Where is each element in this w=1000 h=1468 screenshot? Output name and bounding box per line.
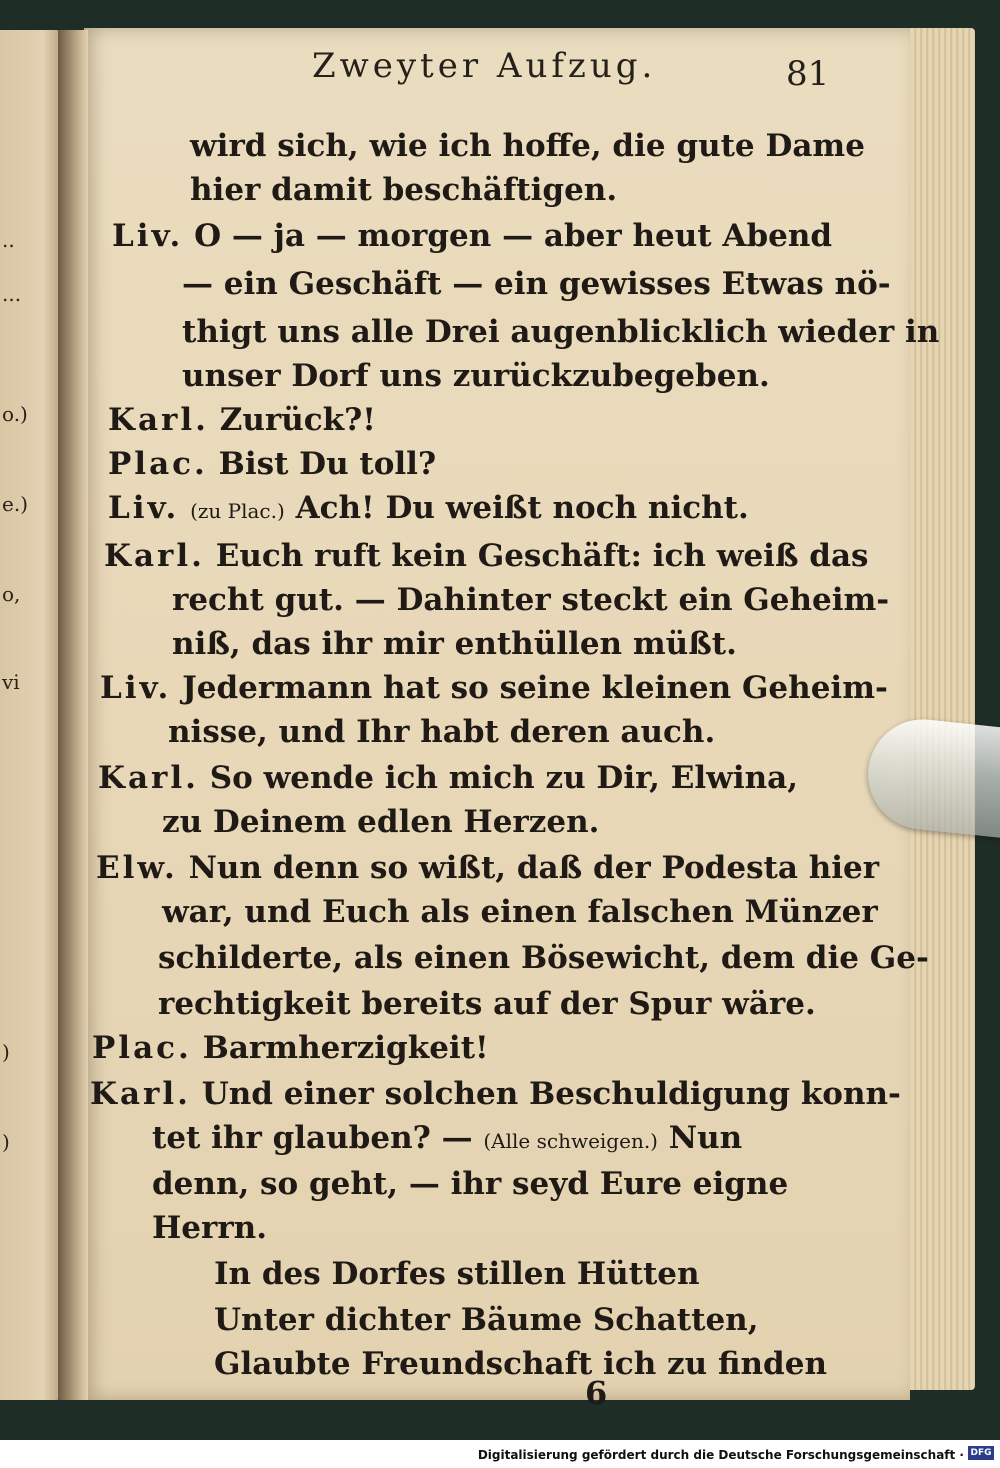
text-line — [182, 358, 770, 394]
running-head: Zweyter Aufzug. — [312, 46, 657, 86]
line-text: unser Dorf uns zurückzubegeben. — [182, 358, 770, 394]
speaker-label: Liv. — [108, 490, 180, 526]
speaker-label: Karl. — [108, 402, 209, 438]
left-fragment: .. — [2, 228, 15, 252]
speaker-label: Liv. — [100, 670, 172, 706]
line-text: — ein Geschäft — ein gewisses Etwas nö- — [182, 266, 891, 302]
line-text: wird sich, wie ich hoffe, die gute Dame — [190, 128, 865, 164]
line-text: zu Deinem edlen Herzen. — [162, 804, 600, 840]
line-text: Glaubte Freundschaft ich zu finden — [214, 1346, 827, 1382]
text-line — [214, 1302, 759, 1338]
line-text: Nun denn so wißt, daß der Podesta hier — [188, 850, 880, 886]
speaker-label: Elw. — [96, 850, 178, 886]
line-text: war, und Euch als einen falschen Münzer — [162, 894, 878, 930]
text-line — [108, 402, 376, 438]
line-text: Jedermann hat so seine kleinen Geheim- — [182, 670, 888, 706]
text-line — [168, 714, 715, 750]
line-text: tet ihr glauben? — — [152, 1120, 473, 1156]
text-line — [190, 172, 617, 208]
line-text: nisse, und Ihr habt deren auch. — [168, 714, 716, 750]
footer-credit: Digitalisierung gefördert durch die Deutsche Forschungsgemeinschaft · — [477, 1448, 964, 1462]
text-line — [182, 314, 939, 350]
text-line — [172, 582, 889, 618]
line-text: In des Dorfes stillen Hütten — [214, 1256, 700, 1292]
text-line — [92, 1030, 489, 1066]
line-text: rechtigkeit bereits auf der Spur wäre. — [158, 986, 816, 1022]
line-text: niß, das ihr mir enthüllen müßt. — [172, 626, 737, 662]
line-text: Herrn. — [152, 1210, 268, 1246]
text-line — [98, 760, 798, 796]
speaker-label: Plac. — [92, 1030, 192, 1066]
line-text: denn, so geht, — ihr seyd Eure eigne — [152, 1166, 789, 1202]
line-text: hier damit beschäftigen. — [190, 172, 618, 208]
text-line — [104, 538, 869, 574]
text-line — [96, 850, 879, 886]
text-line — [90, 1076, 901, 1112]
text-line — [100, 670, 888, 706]
speaker-label: Karl. — [98, 760, 199, 796]
text-line — [214, 1346, 827, 1382]
text-line — [152, 1210, 267, 1246]
speaker-label: Liv. — [112, 218, 184, 254]
text-line — [108, 446, 436, 482]
left-fragment: vi — [2, 670, 20, 694]
line-text: thigt uns alle Drei augenblicklich wieder in — [182, 314, 940, 350]
text-line — [162, 804, 599, 840]
left-fragment: ) — [2, 1130, 10, 1154]
line-text: Euch ruft kein Geschäft: ich weiß das — [215, 538, 869, 574]
left-fragment: e.) — [2, 492, 28, 516]
gutter-shadow — [58, 30, 88, 1400]
page-number: 81 — [786, 54, 830, 94]
page-edges — [905, 28, 975, 1390]
speaker-label: Karl. — [104, 538, 205, 574]
text-line — [152, 1166, 788, 1202]
line-text: Und einer solchen Beschuldigung konn- — [201, 1076, 901, 1112]
text-line — [190, 128, 865, 164]
left-fragment: ) — [2, 1040, 10, 1064]
line-text: Bist Du toll? — [218, 446, 437, 482]
text-line — [152, 1120, 742, 1156]
line-text: Nun — [668, 1120, 743, 1156]
text-line — [172, 626, 737, 662]
text-line — [214, 1256, 700, 1292]
line-text: Barmherzigkeit! — [202, 1030, 489, 1066]
line-text: Ach! Du weißt noch nicht. — [295, 490, 749, 526]
line-text: Zurück?! — [219, 402, 376, 438]
left-page — [0, 30, 62, 1400]
signature-mark: 6 — [585, 1374, 608, 1412]
text-line — [162, 894, 878, 930]
stage-direction: (Alle schweigen.) — [483, 1129, 658, 1153]
line-text: schilderte, als einen Bösewicht, dem die Ge- — [158, 940, 929, 976]
text-line — [182, 266, 891, 302]
speaker-label: Plac. — [108, 446, 208, 482]
text-line — [112, 218, 832, 254]
left-fragment: o.) — [2, 402, 28, 426]
speaker-label: Karl. — [90, 1076, 191, 1112]
left-fragment: o, — [2, 582, 21, 606]
line-text: recht gut. — Dahinter steckt ein Geheim- — [172, 582, 890, 618]
line-text: Unter dichter Bäume Schatten, — [214, 1302, 759, 1338]
text-line — [158, 940, 929, 976]
dfg-logo: DFG — [968, 1446, 994, 1460]
stage-direction: (zu Plac.) — [190, 499, 285, 523]
line-text: So wende ich mich zu Dir, Elwina, — [209, 760, 799, 796]
text-line — [108, 490, 749, 526]
text-line — [158, 986, 816, 1022]
left-fragment: ... — [2, 282, 22, 306]
line-text: O — ja — morgen — aber heut Abend — [194, 218, 833, 254]
